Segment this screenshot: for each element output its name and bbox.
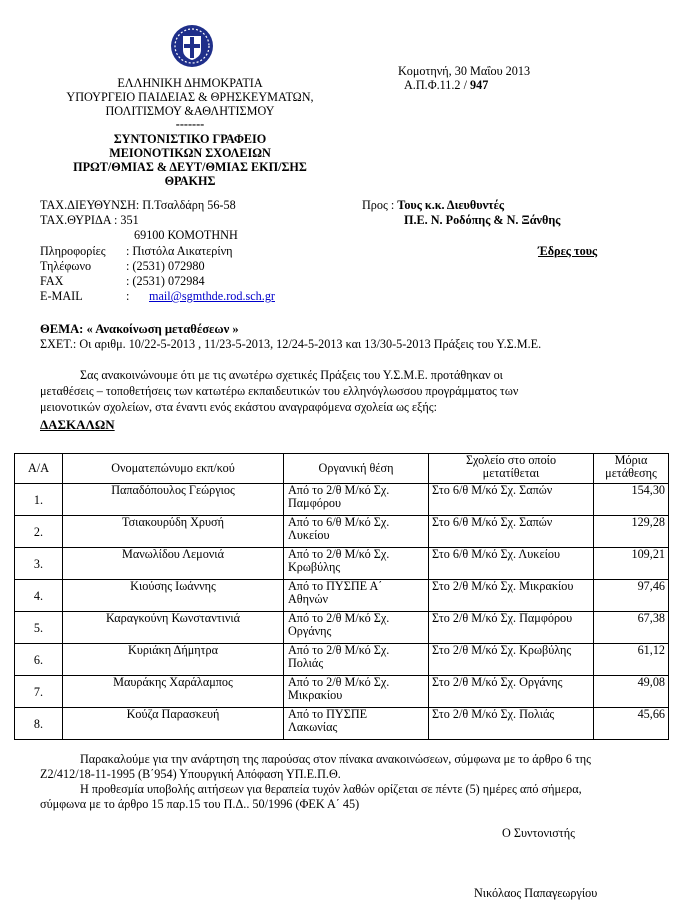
row-points: 129,28: [594, 516, 669, 548]
table-row: [15, 484, 669, 516]
protocol-number: Α.Π.Φ.11.2 / 947: [404, 78, 489, 92]
closing-line-1: Παρακαλούμε για την ανάρτηση της παρούσας στον πίνακα ανακοινώσεων, σύμφωνα με το άρθρο 6 της: [80, 752, 592, 766]
row-destination: Στο 2/θ Μ/κό Σχ. Παμφόρου: [429, 612, 594, 644]
header-divider: -------: [175, 117, 205, 131]
row-points: 154,30: [594, 484, 669, 516]
row-name: Κούζα Παρασκευή: [63, 708, 284, 740]
table-row: [15, 676, 669, 708]
document-date: Κομοτηνή, 30 Μαΐου 2013: [398, 64, 531, 78]
row-name: Τσιακουρύδη Χρυσή: [63, 516, 284, 548]
row-points: 67,38: [594, 612, 669, 644]
contact-tel-label: Τηλέφωνο: [40, 259, 92, 273]
row-points: 61,12: [594, 644, 669, 676]
header-destination: Σχολείο στο οποίο μετατίθεται: [429, 454, 594, 484]
row-aa: 7.: [15, 676, 63, 708]
recipient: Προς : Τους κ.κ. Διευθυντές: [362, 198, 504, 212]
office-line-4: ΘΡΑΚΗΣ: [164, 174, 216, 188]
row-organic-position: Από το 2/θ Μ/κό Σχ. Κρωβύλης: [284, 548, 429, 580]
row-aa: 5.: [15, 612, 63, 644]
header-republic: ΕΛΛΗΝΙΚΗ ΔΗΜΟΚΡΑΤΙΑ: [117, 76, 263, 90]
row-aa: 2.: [15, 516, 63, 548]
contact-po-box: ΤΑΧ.ΘΥΡΙΔΑ : 351: [40, 213, 139, 227]
table-row: [15, 516, 669, 548]
office-line-3: ΠΡΩΤ/ΘΜΙΑΣ & ΔΕΥΤ/ΘΜΙΑΣ ΕΚΠ/ΣΗΣ: [73, 160, 307, 174]
row-name: Κυριάκη Δήμητρα: [63, 644, 284, 676]
recipient-line-2: Π.Ε. Ν. Ροδόπης & Ν. Ξάνθης: [404, 213, 561, 227]
row-destination: Στο 2/θ Μ/κό Σχ. Κρωβύλης: [429, 644, 594, 676]
row-organic-position: Από το 2/θ Μ/κό Σχ. Παμφόρου: [284, 484, 429, 516]
row-aa: 3.: [15, 548, 63, 580]
row-organic-position: Από το ΠΥΣΠΕ Λακωνίας: [284, 708, 429, 740]
greek-republic-emblem-icon: [170, 24, 214, 68]
header-aa: Α/Α: [15, 454, 63, 484]
header-ministry: ΥΠΟΥΡΓΕΙΟ ΠΑΙΔΕΙΑΣ & ΘΡΗΣΚΕΥΜΑΤΩΝ,: [66, 90, 314, 104]
row-name: Μανωλίδου Λεμονιά: [63, 548, 284, 580]
table-row: [15, 548, 669, 580]
related-acts: ΣΧΕΤ.: Οι αριθμ. 10/22-5-2013 , 11/23-5-2013, 12/24-5-2013 και 13/30-5-2013 Πράξεις του Υ.Σ.Μ.Ε.: [40, 337, 542, 351]
row-destination: Στο 6/θ Μ/κό Σχ. Σαπών: [429, 516, 594, 548]
row-name: Κιούσης Ιωάννης: [63, 580, 284, 612]
signatory-name: Νικόλαος Παπαγεωργίου: [474, 886, 598, 900]
row-name: Παπαδόπουλος Γεώργιος: [63, 484, 284, 516]
row-points: 49,08: [594, 676, 669, 708]
row-aa: 4.: [15, 580, 63, 612]
contact-email-colon: :: [126, 289, 130, 303]
row-points: 109,21: [594, 548, 669, 580]
row-points: 45,66: [594, 708, 669, 740]
row-destination: Στο 6/θ Μ/κό Σχ. Σαπών: [429, 484, 594, 516]
closing-line-2: Ζ2/412/18-11-1995 (Β΄954) Υπουργική Απόφαση ΥΠ.Ε.Π.Θ.: [40, 767, 341, 781]
office-line-1: ΣΥΝΤΟΝΙΣΤΙΚΟ ΓΡΑΦΕΙΟ: [113, 132, 267, 146]
row-destination: Στο 2/θ Μ/κό Σχ. Μικρακίου: [429, 580, 594, 612]
header-ministry-cont: ΠΟΛΙΤΙΣΜΟΥ &ΑΘΛΗΤΙΣΜΟΥ: [105, 104, 275, 118]
contact-info-label: Πληροφορίες: [40, 244, 106, 258]
office-line-2: ΜΕΙΟΝΟΤΙΚΩΝ ΣΧΟΛΕΙΩΝ: [109, 146, 271, 160]
transfers-table: [14, 453, 669, 740]
intro-line-3: μειονοτικών σχολείων, στα έναντι ενός εκάστου αναγραφόμενα σχολεία ως εξής:: [40, 400, 438, 414]
row-organic-position: Από το 2/θ Μ/κό Σχ. Οργάνης: [284, 612, 429, 644]
contact-tel-value: : (2531) 072980: [126, 259, 205, 273]
row-aa: 8.: [15, 708, 63, 740]
row-destination: Στο 2/θ Μ/κό Σχ. Οργάνης: [429, 676, 594, 708]
row-name: Μαυράκης Χαράλαμπος: [63, 676, 284, 708]
recipient-seats: Έδρες τους: [538, 244, 598, 258]
row-destination: Στο 2/θ Μ/κό Σχ. Πολιάς: [429, 708, 594, 740]
table-row: [15, 708, 669, 740]
intro-line-2: μεταθέσεις – τοποθετήσεις των κατωτέρω εκπαιδευτικών του ελληνόγλωσσου προγράμματος των: [40, 384, 519, 398]
table-row: [15, 580, 669, 612]
header-points: Μόρια μετάθεσης: [594, 454, 669, 484]
row-points: 97,46: [594, 580, 669, 612]
header-name: Ονοματεπώνυμο εκπ/κού: [63, 454, 284, 484]
row-organic-position: Από το 2/θ Μ/κό Σχ. Μικρακίου: [284, 676, 429, 708]
contact-fax-value: : (2531) 072984: [126, 274, 205, 288]
contact-fax-label: FAX: [40, 274, 64, 288]
email-link[interactable]: mail@sgmthde.rod.sch.gr: [149, 289, 275, 303]
contact-postal: 69100 ΚΟΜΟΤΗΝΗ: [134, 228, 238, 242]
coordinator-title: Ο Συντονιστής: [502, 826, 575, 840]
row-name: Καραγκούνη Κωνσταντινιά: [63, 612, 284, 644]
contact-info-value: : Πιστόλα Αικατερίνη: [126, 244, 233, 258]
contact-email-label: E-MAIL: [40, 289, 83, 303]
row-organic-position: Από το 2/θ Μ/κό Σχ. Πολιάς: [284, 644, 429, 676]
section-title: ΔΑΣΚΑΛΩΝ: [40, 417, 115, 432]
row-organic-position: Από το ΠΥΣΠΕ Α΄ Αθηνών: [284, 580, 429, 612]
subject: ΘΕΜΑ: « Ανακοίνωση μεταθέσεων »: [40, 322, 239, 336]
header-organic-position: Οργανική θέση: [284, 454, 429, 484]
table-header-row: [15, 454, 669, 484]
table-row: [15, 612, 669, 644]
closing-line-3: Η προθεσμία υποβολής αιτήσεων για θεραπεία τυχόν λαθών ορίζεται σε πέντε (5) ημέρες από σήμερα,: [80, 782, 582, 796]
row-aa: 6.: [15, 644, 63, 676]
intro-line-1: Σας ανακοινώνουμε ότι με τις ανωτέρω σχετικές Πράξεις του Υ.Σ.Μ.Ε. προτάθηκαν οι: [80, 368, 503, 382]
row-destination: Στο 6/θ Μ/κό Σχ. Λυκείου: [429, 548, 594, 580]
table-row: [15, 644, 669, 676]
row-organic-position: Από το 6/θ Μ/κό Σχ. Λυκείου: [284, 516, 429, 548]
row-aa: 1.: [15, 484, 63, 516]
closing-line-4: σύμφωνα με το άρθρο 15 παρ.15 του Π.Δ.. 50/1996 (ΦΕΚ Α΄ 45): [40, 797, 360, 811]
contact-address: ΤΑΧ.ΔΙΕΥΘΥΝΣΗ: Π.Τσαλδάρη 56-58: [40, 198, 236, 212]
